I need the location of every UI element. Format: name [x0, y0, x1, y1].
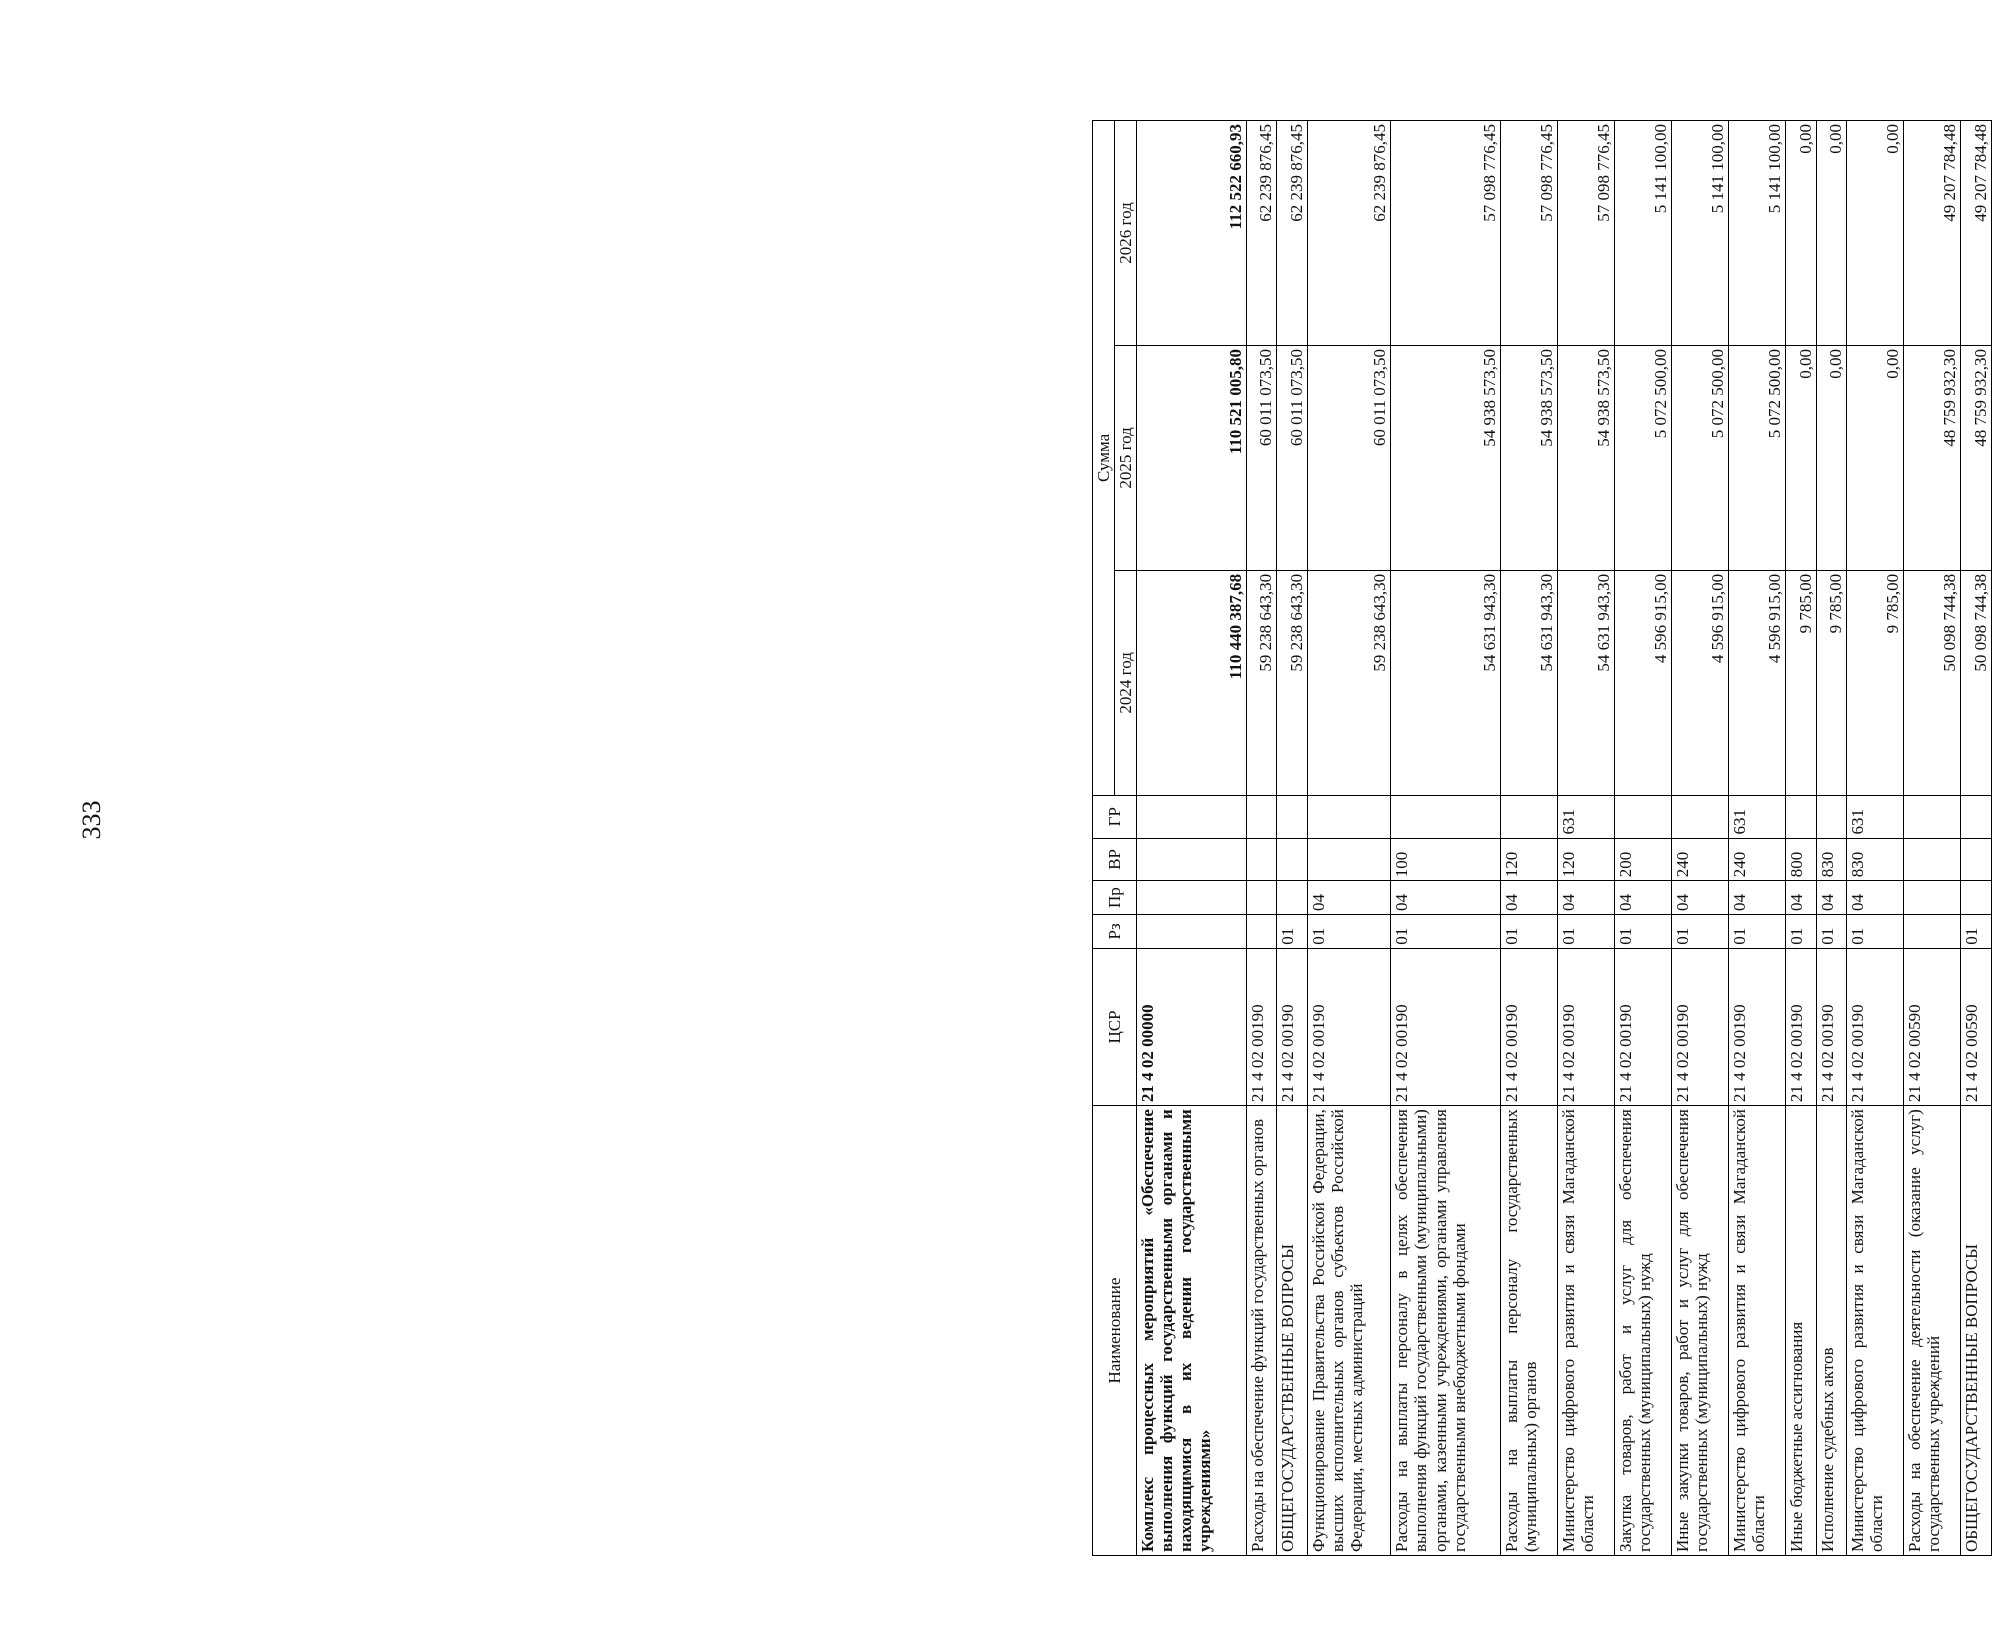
cell-csr: 21 4 02 00590	[1904, 948, 1961, 1105]
cell-rz: 01	[1786, 915, 1817, 949]
cell-name: Расходы на обеспечение функций государственных органов	[1246, 1106, 1277, 1556]
cell-2026: 5 141 100,00	[1615, 121, 1672, 346]
table-row	[1816, 121, 1847, 1556]
cell-2024: 59 238 643,30	[1308, 570, 1391, 795]
cell-pr: 04	[1672, 881, 1729, 915]
header-2025: 2025 год	[1115, 345, 1137, 570]
budget-table-container	[1092, 120, 1992, 1556]
cell-csr: 21 4 02 00190	[1786, 948, 1817, 1105]
cell-2026: 62 239 876,45	[1277, 121, 1308, 346]
cell-vr: 240	[1729, 838, 1786, 881]
cell-rz: 01	[1391, 915, 1501, 949]
cell-csr: 21 4 02 00190	[1816, 948, 1847, 1105]
table-row	[1904, 121, 1961, 1556]
table-row	[1277, 121, 1308, 1556]
cell-csr: 21 4 02 00190	[1246, 948, 1277, 1105]
header-gr: ГР	[1093, 795, 1137, 838]
cell-2025: 54 938 573,50	[1501, 345, 1558, 570]
table-row	[1729, 121, 1786, 1556]
cell-2025: 60 011 073,50	[1277, 345, 1308, 570]
cell-vr: 830	[1847, 838, 1904, 881]
header-rz: Рз	[1093, 915, 1137, 949]
cell-vr	[1277, 838, 1308, 881]
table-row	[1308, 121, 1391, 1556]
table-row	[1615, 121, 1672, 1556]
header-name: Наименование	[1093, 1106, 1137, 1556]
cell-gr	[1615, 795, 1672, 838]
page-number: 333	[77, 800, 106, 840]
cell-2025: 0,00	[1786, 345, 1817, 570]
cell-rz: 01	[1847, 915, 1904, 949]
cell-2024: 50 098 744,38	[1961, 570, 1992, 795]
cell-vr: 100	[1391, 838, 1501, 881]
header-sum: Сумма	[1093, 121, 1115, 796]
cell-name: Закупка товаров, работ и услуг для обеспечения государственных (муниципальных) нужд	[1615, 1106, 1672, 1556]
cell-2024: 54 631 943,30	[1501, 570, 1558, 795]
table-row	[1246, 121, 1277, 1556]
cell-pr	[1277, 881, 1308, 915]
cell-2024: 54 631 943,30	[1391, 570, 1501, 795]
cell-vr: 120	[1558, 838, 1615, 881]
cell-rz: 01	[1816, 915, 1847, 949]
cell-rz: 01	[1961, 915, 1992, 949]
cell-vr: 240	[1672, 838, 1729, 881]
cell-csr: 21 4 02 00590	[1961, 948, 1992, 1105]
cell-2024: 59 238 643,30	[1277, 570, 1308, 795]
cell-rz: 01	[1558, 915, 1615, 949]
cell-gr	[1501, 795, 1558, 838]
cell-pr: 04	[1729, 881, 1786, 915]
cell-2024: 110 440 387,68	[1137, 570, 1247, 795]
cell-2024: 9 785,00	[1786, 570, 1817, 795]
cell-csr: 21 4 02 00190	[1729, 948, 1786, 1105]
cell-2024: 54 631 943,30	[1558, 570, 1615, 795]
header-row	[1093, 121, 1115, 1556]
cell-gr	[1672, 795, 1729, 838]
cell-2026: 5 141 100,00	[1729, 121, 1786, 346]
cell-2026: 49 207 784,48	[1904, 121, 1961, 346]
cell-name: ОБЩЕГОСУДАРСТВЕННЫЕ ВОПРОСЫ	[1961, 1106, 1992, 1556]
cell-name: Функционирование Правительства Российской Федерации, высших исполнительных органов субъектов Российской Федерации, местных администраций	[1308, 1106, 1391, 1556]
cell-2026: 57 098 776,45	[1501, 121, 1558, 346]
table-row	[1558, 121, 1615, 1556]
cell-pr	[1246, 881, 1277, 915]
cell-2025: 54 938 573,50	[1558, 345, 1615, 570]
cell-2025: 5 072 500,00	[1729, 345, 1786, 570]
cell-2024: 4 596 915,00	[1615, 570, 1672, 795]
cell-rz: 01	[1672, 915, 1729, 949]
cell-name: Иные закупки товаров, работ и услуг для обеспечения государственных (муниципальных) нужд	[1672, 1106, 1729, 1556]
cell-pr: 04	[1816, 881, 1847, 915]
cell-gr	[1137, 795, 1247, 838]
cell-2026: 0,00	[1786, 121, 1817, 346]
cell-2025: 60 011 073,50	[1308, 345, 1391, 570]
cell-csr: 21 4 02 00190	[1615, 948, 1672, 1105]
cell-vr: 830	[1816, 838, 1847, 881]
cell-2026: 0,00	[1816, 121, 1847, 346]
cell-vr	[1308, 838, 1391, 881]
table-row	[1786, 121, 1817, 1556]
cell-rz: 01	[1615, 915, 1672, 949]
cell-pr: 04	[1615, 881, 1672, 915]
cell-gr	[1246, 795, 1277, 838]
cell-2026: 112 522 660,93	[1137, 121, 1247, 346]
cell-pr	[1137, 881, 1247, 915]
cell-gr	[1308, 795, 1391, 838]
cell-2026: 62 239 876,45	[1308, 121, 1391, 346]
cell-2025: 0,00	[1816, 345, 1847, 570]
header-2026: 2026 год	[1115, 121, 1137, 346]
cell-gr	[1391, 795, 1501, 838]
cell-gr	[1816, 795, 1847, 838]
cell-pr: 04	[1558, 881, 1615, 915]
cell-name: Комплекс процессных мероприятий «Обеспечение выполнения функций государственными органами и находящимися в их ведении государственными учреждениями»	[1137, 1106, 1247, 1556]
header-pr: Пр	[1093, 881, 1137, 915]
budget-table	[1092, 120, 1992, 1556]
cell-csr: 21 4 02 00190	[1501, 948, 1558, 1105]
cell-2024: 4 596 915,00	[1729, 570, 1786, 795]
cell-gr	[1904, 795, 1961, 838]
table-row	[1961, 121, 1992, 1556]
cell-gr: 631	[1558, 795, 1615, 838]
cell-rz: 01	[1729, 915, 1786, 949]
cell-rz: 01	[1501, 915, 1558, 949]
cell-2024: 9 785,00	[1816, 570, 1847, 795]
cell-2025: 5 072 500,00	[1672, 345, 1729, 570]
cell-name: Министерство цифрового развития и связи Магаданской области	[1558, 1106, 1615, 1556]
cell-gr: 631	[1729, 795, 1786, 838]
cell-pr: 04	[1501, 881, 1558, 915]
cell-2025: 54 938 573,50	[1391, 345, 1501, 570]
cell-pr: 04	[1308, 881, 1391, 915]
cell-csr: 21 4 02 00190	[1558, 948, 1615, 1105]
cell-gr	[1786, 795, 1817, 838]
cell-2026: 57 098 776,45	[1558, 121, 1615, 346]
cell-rz	[1904, 915, 1961, 949]
table-row	[1847, 121, 1904, 1556]
cell-name: Расходы на выплаты персоналу в целях обеспечения выполнения функций государственными (муниципальными) органами, казенными учреждениями, органами управления государственными внебюджетными фондами	[1391, 1106, 1501, 1556]
cell-2026: 49 207 784,48	[1961, 121, 1992, 346]
header-csr: ЦСР	[1093, 948, 1137, 1105]
cell-csr: 21 4 02 00190	[1391, 948, 1501, 1105]
cell-vr: 800	[1786, 838, 1817, 881]
cell-2024: 9 785,00	[1847, 570, 1904, 795]
cell-csr: 21 4 02 00190	[1277, 948, 1308, 1105]
cell-vr: 200	[1615, 838, 1672, 881]
cell-rz: 01	[1308, 915, 1391, 949]
cell-vr	[1904, 838, 1961, 881]
cell-name: Министерство цифрового развития и связи Магаданской области	[1847, 1106, 1904, 1556]
cell-rz	[1137, 915, 1247, 949]
cell-2025: 48 759 932,30	[1904, 345, 1961, 570]
cell-csr: 21 4 02 00190	[1672, 948, 1729, 1105]
table-row	[1137, 121, 1247, 1556]
cell-name: Иные бюджетные ассигнования	[1786, 1106, 1817, 1556]
table-body	[1137, 121, 1992, 1556]
table-row	[1501, 121, 1558, 1556]
cell-csr: 21 4 02 00190	[1308, 948, 1391, 1105]
cell-name: ОБЩЕГОСУДАРСТВЕННЫЕ ВОПРОСЫ	[1277, 1106, 1308, 1556]
cell-gr	[1277, 795, 1308, 838]
cell-2025: 0,00	[1847, 345, 1904, 570]
cell-name: Расходы на выплаты персоналу государственных (муниципальных) органов	[1501, 1106, 1558, 1556]
cell-name: Расходы на обеспечение деятельности (оказание услуг) государственных учреждений	[1904, 1106, 1961, 1556]
cell-pr: 04	[1391, 881, 1501, 915]
cell-csr: 21 4 02 00190	[1847, 948, 1904, 1105]
header-2024: 2024 год	[1115, 570, 1137, 795]
cell-2026: 5 141 100,00	[1672, 121, 1729, 346]
cell-csr: 21 4 02 00000	[1137, 948, 1247, 1105]
cell-pr	[1904, 881, 1961, 915]
cell-2024: 59 238 643,30	[1246, 570, 1277, 795]
cell-vr: 120	[1501, 838, 1558, 881]
cell-rz: 01	[1277, 915, 1308, 949]
table-row	[1672, 121, 1729, 1556]
cell-pr: 04	[1786, 881, 1817, 915]
cell-2025: 110 521 005,80	[1137, 345, 1247, 570]
cell-2025: 5 072 500,00	[1615, 345, 1672, 570]
header-vr: ВР	[1093, 838, 1137, 881]
cell-2024: 50 098 744,38	[1904, 570, 1961, 795]
cell-rz	[1246, 915, 1277, 949]
cell-gr: 631	[1847, 795, 1904, 838]
cell-2026: 62 239 876,45	[1246, 121, 1277, 346]
cell-vr	[1137, 838, 1247, 881]
cell-gr	[1961, 795, 1992, 838]
cell-2025: 48 759 932,30	[1961, 345, 1992, 570]
cell-name: Исполнение судебных актов	[1816, 1106, 1847, 1556]
table-row	[1391, 121, 1501, 1556]
cell-vr	[1961, 838, 1992, 881]
cell-2024: 4 596 915,00	[1672, 570, 1729, 795]
cell-pr: 04	[1847, 881, 1904, 915]
cell-name: Министерство цифрового развития и связи Магаданской области	[1729, 1106, 1786, 1556]
cell-pr	[1961, 881, 1992, 915]
cell-vr	[1246, 838, 1277, 881]
cell-2026: 57 098 776,45	[1391, 121, 1501, 346]
cell-2026: 0,00	[1847, 121, 1904, 346]
cell-2025: 60 011 073,50	[1246, 345, 1277, 570]
